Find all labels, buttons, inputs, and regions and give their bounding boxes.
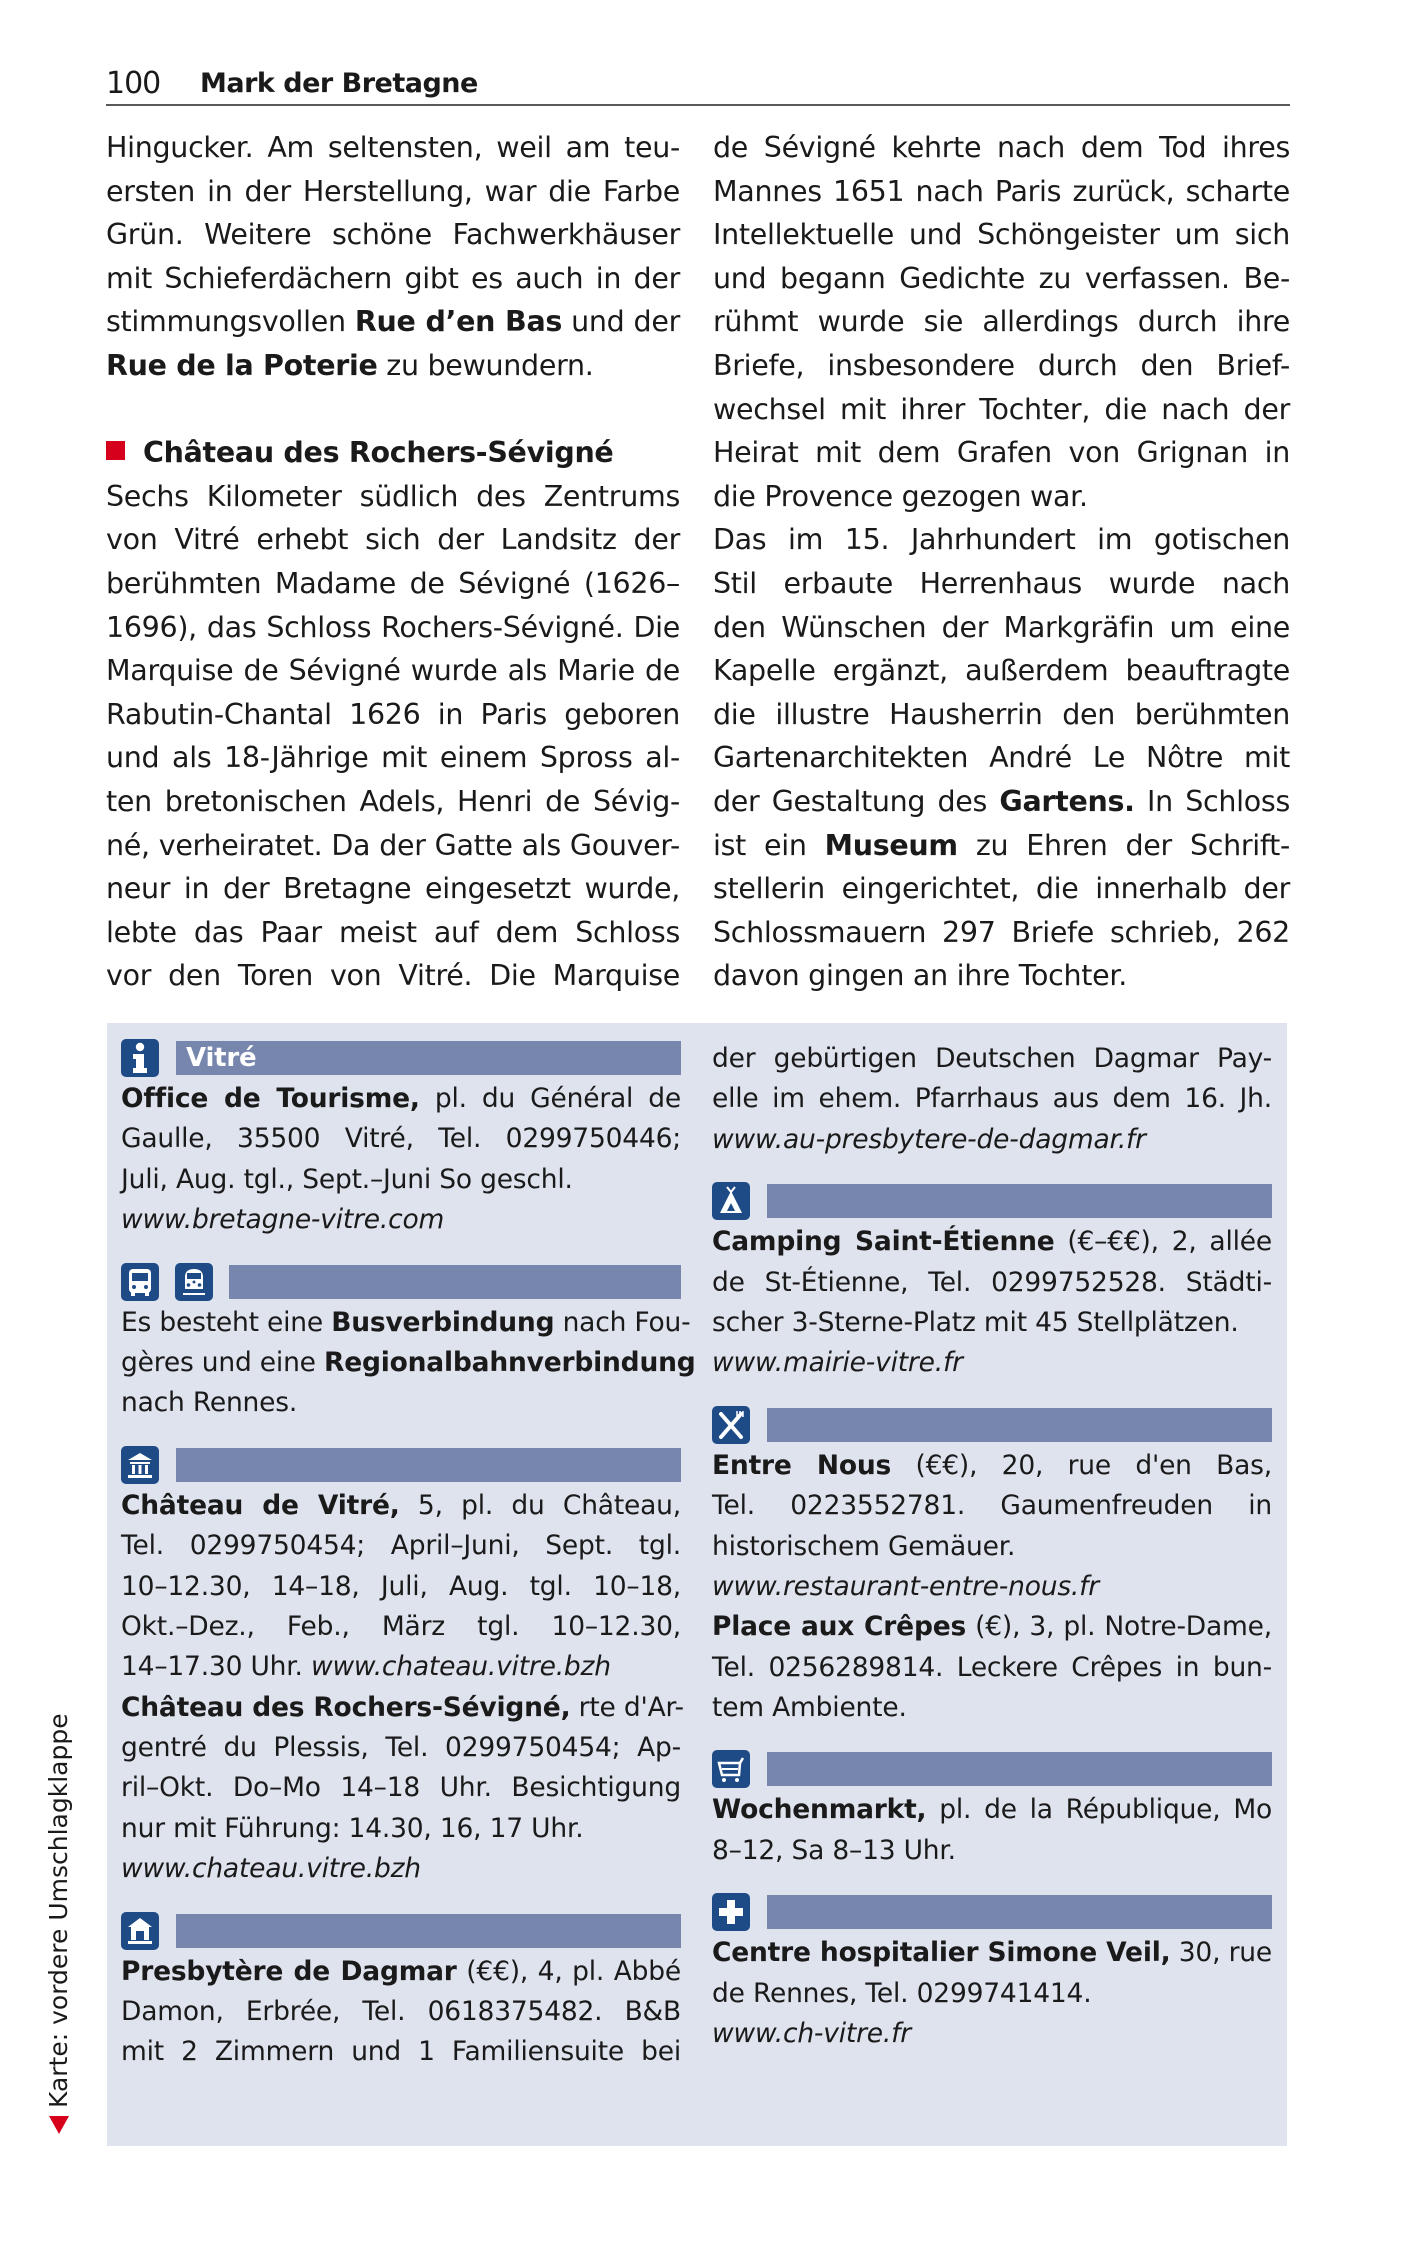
section-header (121, 1263, 681, 1301)
info-section-hospital (712, 1893, 1272, 2054)
section-header (121, 1446, 681, 1484)
text-line: rühmt wurde sie allerdings durch ihre (713, 305, 1290, 339)
section-body (712, 1222, 1272, 1384)
info-section-lodging-continued (712, 1023, 1272, 1160)
text-line: Gartenarchitekten André Le Nôtre mit (713, 741, 1290, 775)
text-line: 8–12, Sa 8–13 Uhr. (712, 1834, 956, 1866)
venue-name: Château de Vitré, (121, 1489, 400, 1521)
text-line (121, 1849, 681, 1889)
website-link[interactable]: www.bretagne-vitre.com (121, 1204, 445, 1236)
text-line (712, 1222, 1272, 1262)
chapter-title: Mark der Bretagne (200, 68, 478, 99)
text-line (121, 1343, 696, 1383)
venue-name: Presbytère de Dagmar (121, 1955, 457, 1987)
section-title-bar: Vitré (176, 1041, 681, 1075)
text-line: Marquise de Sévigné wurde als Marie de (106, 654, 680, 688)
venue-name: Château des Rochers-Sévigné, (121, 1691, 571, 1723)
section-header (712, 1893, 1272, 1931)
text-line: davon gingen an ihre Tochter. (713, 959, 1127, 993)
venue-name: Camping Saint-Étienne (712, 1226, 1055, 1258)
text: und der (562, 305, 680, 339)
info-section-market (712, 1750, 1272, 1871)
section-header (712, 1406, 1272, 1444)
page-number: 100 (106, 66, 161, 101)
text-line: ten bretonischen Adels, Henri de Sévig- (106, 784, 680, 818)
text-line (712, 1933, 1272, 1973)
street-name: Rue de la Poterie (106, 348, 378, 382)
bus-icon (121, 1263, 159, 1301)
highlight-term: Busverbindung (331, 1306, 555, 1338)
section-body (121, 1303, 696, 1424)
highlight-term: Regionalbahnverbindung (324, 1346, 696, 1378)
text: (€), 3, pl. Notre-Dame, (966, 1611, 1272, 1643)
website-link[interactable]: www.restaurant-entre-nous.fr (712, 1570, 1099, 1602)
medical-cross-icon (712, 1893, 750, 1931)
website-link[interactable]: www.chateau.vitre.bzh (121, 1853, 421, 1885)
body-column-right (713, 126, 1290, 998)
text: 5, pl. du Château, (399, 1489, 681, 1521)
text-line (712, 1120, 1272, 1160)
text-line: Das im 15. Jahrhundert im gotischen (713, 523, 1290, 557)
text-line: Schlossmauern 297 Briefe schrieb, 262 (713, 915, 1290, 949)
text-line: Grün. Weitere schöne Fachwerkhäuser (106, 218, 680, 252)
venue-name: Office de Tourisme, (121, 1083, 420, 1114)
text-line: 10–12.30, 14–18, Juli, Aug. tgl. 10–18, (121, 1570, 681, 1602)
text: pl. du Général de (419, 1083, 681, 1114)
text-line (713, 780, 1290, 824)
text-line: de St-Étienne, Tel. 0299752528. Städti- (712, 1266, 1272, 1298)
section-header (121, 1912, 681, 1950)
map-reference-text: Karte: vordere Umschlagklappe (44, 1713, 73, 2108)
text-line (712, 1607, 1272, 1647)
text-line: der gebürtigen Deutschen Dagmar Pay- (712, 1043, 1272, 1074)
text: (€€), 20, rue d'en Bas, (891, 1449, 1272, 1481)
text-line: Damon, Erbrée, Tel. 0618375482. B&B (121, 1996, 681, 2028)
text: (€€), 4, pl. Abbé (456, 1955, 681, 1987)
text-line: Kapelle ergänzt, außerdem beauftragte (713, 654, 1290, 688)
info-section-lodging (121, 1912, 681, 2073)
text: (€–€€), 2, allée (1054, 1226, 1272, 1258)
museum-icon (121, 1446, 159, 1484)
website-link[interactable]: www.chateau.vitre.bzh (310, 1651, 611, 1683)
section-header (121, 1039, 681, 1077)
text: zu bewundern. (377, 348, 594, 382)
info-box-column-right (712, 1023, 1272, 2054)
text-line: Rabutin-Chantal 1626 in Paris geboren (106, 697, 680, 731)
text-line: Tel. 0256289814. Leckere Crêpes in bun- (712, 1651, 1272, 1683)
venue-name: Centre hospitalier Simone Veil, (712, 1937, 1171, 1969)
text-line: gentré du Plessis, Tel. 0299750454; Ap- (121, 1732, 681, 1764)
text-line: Stil erbaute Herrenhaus wurde nach (713, 566, 1290, 600)
venue-name: Wochenmarkt, (712, 1794, 927, 1826)
section-title-bar (767, 1184, 1272, 1218)
text-line (121, 1200, 681, 1240)
info-section-tourism (121, 1039, 681, 1241)
text-line: nur mit Führung: 14.30, 16, 17 Uhr. (121, 1812, 584, 1844)
text-line (712, 2014, 1272, 2054)
section-title-bar (767, 1895, 1272, 1929)
text-line: die illustre Hausherrin den berühmten (713, 697, 1290, 731)
text-line: Gaulle, 35500 Vitré, Tel. 0299750446; (121, 1123, 681, 1155)
text-line: historischem Gemäuer. (712, 1530, 1016, 1562)
section-body (121, 1952, 681, 2073)
shopping-cart-icon (712, 1750, 750, 1788)
text-line (712, 1446, 1272, 1486)
text: In Schloss (1134, 784, 1290, 818)
text: stimmungsvollen (106, 305, 355, 339)
tent-icon (712, 1182, 750, 1220)
running-header (106, 62, 1290, 106)
text-line: berühmten Madame de Sévigné (1626– (106, 566, 680, 600)
house-icon (121, 1912, 159, 1950)
website-link[interactable]: www.au-presbytere-de-dagmar.fr (712, 1123, 1146, 1155)
red-square-bullet-icon (106, 441, 125, 460)
text-line: vor den Toren von Vitré. Die Marquise (106, 959, 680, 993)
section-heading-text: Château des Rochers-Sévigné (143, 436, 614, 470)
text-line (121, 1952, 681, 1992)
section-body (712, 1039, 1272, 1160)
text: der Gestaltung des (713, 784, 1000, 818)
section-body (121, 1079, 681, 1241)
text-line: 1696), das Schloss Rochers-Sévigné. Die (106, 610, 680, 644)
info-box-column-left (121, 1023, 696, 2073)
text-line: né, verheiratet. Da der Gatte als Gouver- (106, 828, 680, 862)
info-section-sights (121, 1446, 684, 1890)
section-title-bar (176, 1448, 681, 1482)
text-line: de Rennes, Tel. 0299741414. (712, 1977, 1092, 2009)
red-triangle-marker-icon (49, 2116, 69, 2134)
text-line (121, 1303, 691, 1343)
map-reference-label (44, 1713, 73, 2134)
section-title-bar (229, 1265, 681, 1299)
info-section-camping (712, 1182, 1272, 1384)
text-line (121, 1486, 681, 1526)
section-title-bar (767, 1408, 1272, 1442)
section-title-bar (176, 1914, 681, 1948)
info-icon (121, 1039, 159, 1077)
section-body (712, 1790, 1272, 1871)
text-line: und als 18-Jährige mit einem Spross al- (106, 741, 680, 775)
venue-name: Entre Nous (712, 1449, 892, 1481)
section-body (121, 1486, 684, 1890)
text-line: mit 2 Zimmern und 1 Familiensuite bei (121, 2036, 681, 2068)
text-line: tem Ambiente. (712, 1692, 907, 1724)
text: 30, rue (1170, 1937, 1272, 1969)
text-line (713, 824, 1290, 868)
text: pl. de la République, Mo (926, 1794, 1272, 1826)
cutlery-icon (712, 1406, 750, 1444)
text: nach Fou- (554, 1306, 691, 1338)
text-line: Intellektuelle und Schöngeister um sich (713, 218, 1290, 252)
text: gères und eine (121, 1346, 324, 1378)
text-line (121, 1688, 684, 1728)
text-line: stellerin eingerichtet, die innerhalb der (713, 872, 1290, 906)
text-line: Juli, Aug. tgl., Sept.–Juni So geschl. (121, 1163, 573, 1195)
text-line: von Vitré erhebt sich der Landsitz der (106, 523, 680, 557)
text-line: Hingucker. Am seltensten, weil am teu- (106, 131, 680, 164)
text: rte d'Ar- (570, 1691, 684, 1723)
section-body (712, 1933, 1272, 2054)
text-line: ril–Okt. Do–Mo 14–18 Uhr. Besichtigung (121, 1772, 681, 1804)
website-link[interactable]: www.mairie-vitre.fr (712, 1347, 963, 1379)
info-section-restaurants (712, 1406, 1272, 1729)
text-line: mit Schieferdächern gibt es auch in der (106, 261, 680, 295)
text-line: scher 3-Sterne-Platz mit 45 Stellplätzen. (712, 1306, 1239, 1338)
highlight-term: Museum (824, 828, 958, 862)
section-body (712, 1446, 1272, 1729)
text: Es besteht eine (121, 1306, 332, 1338)
text-line (121, 1647, 681, 1687)
text-line (712, 1343, 1272, 1383)
text-line: Okt.–Dez., Feb., März tgl. 10–12.30, (121, 1610, 681, 1642)
practical-info-box (107, 1023, 1287, 2146)
text-line: lebte das Paar meist auf dem Schloss (106, 915, 680, 949)
text: ist ein (713, 828, 825, 862)
text-line: ersten in der Herstellung, war die Farbe (106, 174, 680, 208)
text-line: Briefe, insbesondere durch den Brief- (713, 348, 1290, 382)
text-line: Tel. 0223552781. Gaumenfreuden in (712, 1490, 1272, 1522)
text-line (121, 1079, 681, 1119)
street-name: Rue d’en Bas (354, 305, 563, 339)
text-line: neur in der Bretagne eingesetzt wurde, (106, 872, 680, 906)
text-line: Mannes 1651 nach Paris zurück, scharte (713, 174, 1290, 208)
section-header (712, 1182, 1272, 1220)
text-line (712, 1790, 1272, 1830)
text-line: und begann Gedichte zu verfassen. Be- (713, 261, 1290, 295)
text-line: de Sévigné kehrte nach dem Tod ihres (713, 131, 1290, 164)
text-line: nach Rennes. (121, 1387, 298, 1419)
train-icon (175, 1263, 213, 1301)
text-line: wechsel mit ihrer Tochter, die nach der (713, 392, 1290, 426)
section-title-bar (767, 1752, 1272, 1786)
text-line: Sechs Kilometer südlich des Zentrums (106, 479, 680, 513)
venue-name: Place aux Crêpes (712, 1611, 967, 1643)
text: zu Ehren der Schrift- (957, 828, 1290, 862)
text-line: den Wünschen der Markgräfin um eine (713, 610, 1290, 644)
body-column-left (106, 126, 680, 998)
text-line (106, 344, 680, 388)
website-link[interactable]: www.ch-vitre.fr (712, 2018, 911, 2050)
text-line: Heirat mit dem Grafen von Grignan in (713, 436, 1290, 470)
text-line: elle im ehem. Pfarrhaus aus dem 16. Jh. (712, 1083, 1272, 1115)
section-header (712, 1750, 1272, 1788)
info-section-transport (121, 1263, 696, 1424)
section-heading (106, 431, 680, 475)
text-line (106, 300, 680, 344)
highlight-term: Gartens. (999, 784, 1135, 818)
text: 14–17.30 Uhr. (121, 1651, 311, 1683)
text-line (712, 1567, 1272, 1607)
text-line: Tel. 0299750454; April–Juni, Sept. tgl. (121, 1530, 681, 1562)
text-line: die Provence gezogen war. (713, 479, 1088, 513)
